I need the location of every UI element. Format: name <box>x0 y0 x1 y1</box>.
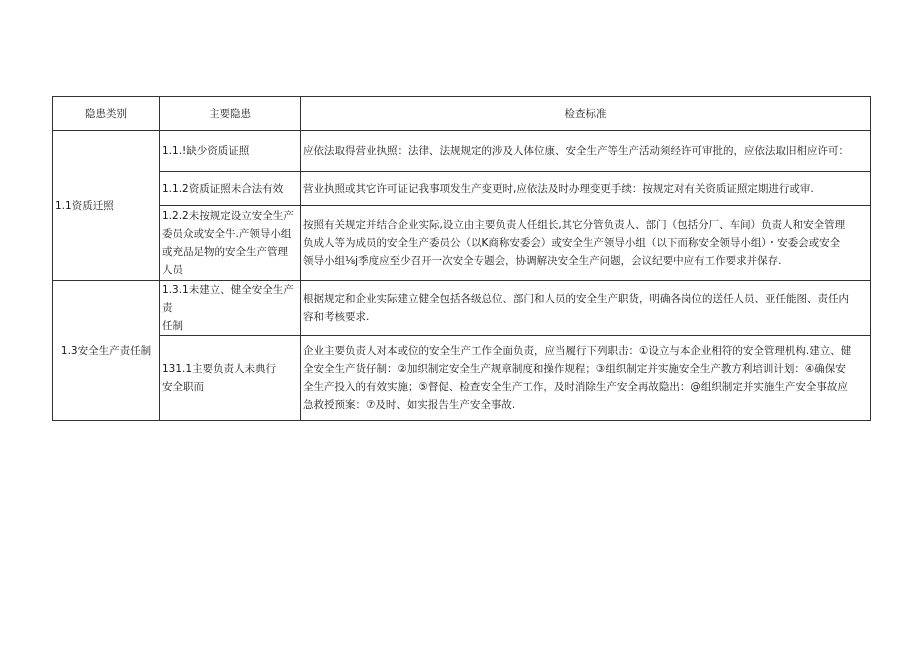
table-row <box>53 131 871 172</box>
header-main-hazard: 主要隐患 <box>160 97 301 131</box>
standard-cell: 营业执照或其它许可证记我事项发生产变更时,应依法及时办理变更手续：按规定对有关资质证照定期进行或审. <box>301 172 871 206</box>
table-row <box>53 281 871 336</box>
table-row <box>53 336 871 421</box>
hazard-cell: 131.1主要负责人未典行 安全职而 <box>160 336 301 421</box>
hazard-cell: 1.2.2未按规定设立安全生产 委员众或安全牛.产领导小组 或充品足物的安全生产管理 人员 <box>160 206 301 281</box>
hazard-inspection-table-container <box>52 96 870 421</box>
hazard-cell: 1.1.2资质证照未合法有效 <box>160 172 301 206</box>
header-hazard-category: 隐患类别 <box>53 97 160 131</box>
standard-cell: 企业主要负责人对本或位的安全生产工作全面负责，应当履行下列职击：①设立与本企业相符的安全管理机构.建立、健 全安全生产货仔制：②加织制定安全生产规章制度和操作规程；③组织制定并实施安全生产教方利培训计划：④确保安 全生产投入的有效实施；⑤督促、检查安全生产工作，及时消除生产安全再故隐出：@组织制定并实施生产安全事故应 急救授预案：⑦及时、如实报告生产安全事故. <box>301 336 871 421</box>
category-cell: 1.3安全生产责任制 <box>53 281 160 421</box>
header-inspection-standard: 检查标准 <box>301 97 871 131</box>
table-row <box>53 206 871 281</box>
hazard-cell: 1.1.!缺少资质证照 <box>160 131 301 172</box>
table-header-row <box>53 97 871 131</box>
standard-cell: 按照有关规定并结合企业实际,设立由主要负责人任组长,其它分管负责人、部门（包括分厂、车间）负责人和安全管理 负成人等为成员的安全生产委员公（以K商称安委会）或安全生产领导小组（以下而称安全领导小组）・安委会或安全 领导小组⅛j季度应至少召开一次安全专题会，协调解决安全生产问题，会议纪要中应有工作要求并保存. <box>301 206 871 281</box>
standard-cell: 应依法取得营业执照：法律、法规规定的涉及人体位康、安全生产等生产活动须经许可审批的，应依法取旧相应许可： <box>301 131 871 172</box>
table-row <box>53 172 871 206</box>
category-cell: 1.1资质迁照 <box>53 131 160 281</box>
hazard-inspection-table <box>52 96 871 421</box>
hazard-cell: 1.3.1未建立、健全安全生产责 任制 <box>160 281 301 336</box>
standard-cell: 根据规定和企业实际建立健全包括各级总位、部门和人员的安全生产职货，明确各岗位的送任人员、亚任能图、责任内 容和考核要求. <box>301 281 871 336</box>
